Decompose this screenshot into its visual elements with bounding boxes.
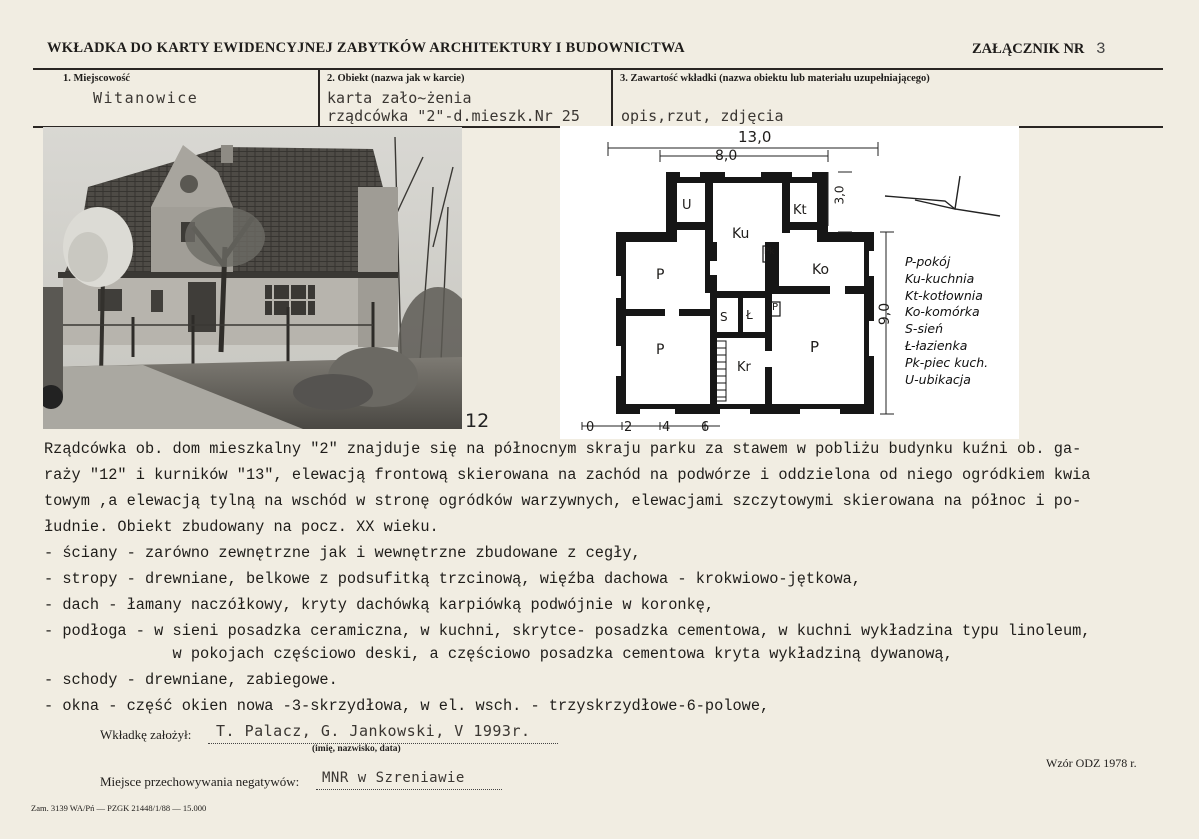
- room-kr: Kr: [737, 360, 751, 375]
- building-photo-image: [43, 127, 462, 429]
- object-value-line1: karta zało~żenia: [327, 89, 472, 107]
- room-kt: Kt: [793, 203, 807, 218]
- legend-item: U-ubikacja: [905, 371, 971, 387]
- room-p-2: P: [656, 342, 665, 358]
- plan-dim-small: 3,0: [832, 185, 847, 205]
- attachment-label-text: ZAŁĄCZNIK NR: [972, 41, 1085, 57]
- floor-plan: [560, 126, 1019, 439]
- author-hint: (imię, nazwisko, data): [312, 744, 401, 754]
- author-value: T. Palacz, G. Jankowski, V 1993r.: [216, 722, 531, 740]
- description-line: Rządcówka ob. dom mieszkalny "2" znajduje się na północnym skraju parku za stawem w pobliżu budynku kuźni ob. ga-: [44, 440, 1082, 458]
- room-ku: Ku: [732, 226, 750, 242]
- attachment-label: [972, 40, 1106, 58]
- field-divider-2: [611, 68, 613, 128]
- description-line: - podłoga - w sieni posadzka ceramiczna, w kuchni, skrytce- posadzka cementowa, w kuchni wykładzina typu linoleum,: [44, 622, 1091, 640]
- description-line: towym ,a elewacją tylną na wschód w stronę ogródków warzywnych, elewacjami szczytowymi skierowana na północ i po-: [44, 492, 1082, 510]
- plan-dim-partial: 8,0: [715, 148, 738, 164]
- room-l: Ł: [746, 308, 753, 322]
- description-line: - ściany - zarówno zewnętrzne jak i wewnętrzne zbudowane z cegły,: [44, 544, 641, 562]
- contents-label: 3. Zawartość wkładki (nazwa obiektu lub materiału uzupełniającego): [620, 73, 930, 84]
- scale-2: 2: [624, 420, 633, 435]
- room-s: S: [720, 310, 728, 324]
- header-rule-top: [33, 68, 1163, 70]
- legend-item: Ku-kuchnia: [905, 270, 975, 286]
- description-line: - stropy - drewniane, belkowe z podsufitką trzcinową, więźba dachowa - krokwiowo-jętkowa,: [44, 570, 861, 588]
- locality-value: Witanowice: [93, 89, 199, 107]
- legend-item: Pk-piec kuch.: [905, 354, 989, 370]
- contents-value: opis,rzut, zdjęcia: [621, 107, 784, 125]
- description-line: - okna - część okien nowa -3-skrzydłowa, w el. wsch. - trzyskrzydłowe-6-polowe,: [44, 697, 770, 715]
- print-info: Zam. 3139 WA/Pń — PZGK 21448/1/88 — 15.000: [31, 803, 207, 813]
- legend-item: Kt-kotłownia: [905, 287, 983, 303]
- description-line: w pokojach częściowo deski, a częściowo posadzka cementowa kryta wykładziną dywanową,: [44, 645, 953, 663]
- scale-0: 0: [586, 420, 595, 435]
- storage-line: [316, 789, 502, 790]
- form-template-label: Wzór ODZ 1978 r.: [1046, 756, 1137, 770]
- description-line: łudnie. Obiekt zbudowany na pocz. XX wieku.: [44, 518, 439, 536]
- attachment-number: 3: [1096, 40, 1106, 58]
- plan-dim-height: 9,0: [877, 302, 894, 326]
- form-title: WKŁADKA DO KARTY EWIDENCYJNEJ ZABYTKÓW ARCHITEKTURY I BUDOWNICTWA: [47, 40, 685, 56]
- scale-4: 4: [662, 420, 671, 435]
- field-divider-1: [318, 68, 320, 128]
- room-pk: Pk: [764, 247, 775, 257]
- description-line: - schody - drewniane, zabiegowe.: [44, 671, 338, 689]
- plan-legend: [905, 254, 988, 388]
- scale-6: 6: [701, 420, 710, 435]
- photo-caption-number: 12: [465, 410, 490, 432]
- legend-item: Ko-komórka: [905, 304, 980, 320]
- room-ko: Ko: [812, 262, 830, 278]
- legend-item: Ł-łazienka: [905, 337, 968, 353]
- storage-label: Miejsce przechowywania negatywów:: [100, 774, 300, 789]
- plan-dim-total: 13,0: [738, 128, 772, 146]
- legend-item: P-pokój: [905, 254, 951, 269]
- storage-value: MNR w Szreniawie: [322, 770, 465, 786]
- room-p-3: P: [810, 338, 820, 356]
- author-label: Wkładkę założył:: [100, 727, 192, 742]
- legend-item: S-sień: [905, 321, 944, 337]
- building-photo: [43, 127, 462, 429]
- locality-label: 1. Miejscowość: [63, 73, 131, 84]
- description-line: - dach - łamany naczółkowy, kryty dachówką karpiówką podwójnie w koronkę,: [44, 596, 715, 614]
- object-value-line2: rządcówka "2"-d.mieszk.Nr 25: [327, 107, 580, 125]
- object-label: 2. Obiekt (nazwa jak w karcie): [327, 73, 465, 84]
- room-p-1: P: [656, 267, 665, 283]
- description-line: raży "12" i kurników "13", elewacją frontową skierowana na zachód na podwórze i oddzielona od niego ogródkiem kwia: [44, 466, 1091, 484]
- room-p-small: P: [772, 302, 779, 313]
- room-u: U: [682, 198, 692, 213]
